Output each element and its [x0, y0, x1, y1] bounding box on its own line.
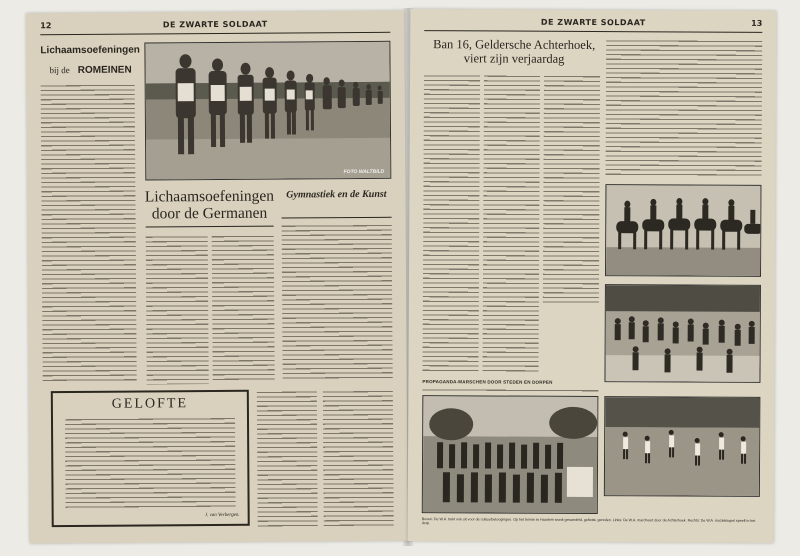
- gelofte-box: [51, 390, 250, 527]
- propaganda-heading: PROPAGANDA-MARSCHEN DOOR STEDEN EN DORPEN: [422, 379, 553, 385]
- gymnastics-march-photo: [144, 41, 391, 181]
- right-text-col1: [422, 73, 480, 373]
- side-subheading-prefix: bij de: [49, 65, 70, 76]
- right-page-header: [424, 17, 762, 33]
- germanen-text-col1: [146, 234, 209, 384]
- main-heading-block: [143, 188, 275, 223]
- right-text-col4: [606, 38, 763, 177]
- side-heading: Lichaamsoefeningen: [40, 44, 140, 57]
- field-exercise-photo: [604, 396, 761, 497]
- right-masthead: DE ZWARTE SOLDAAT: [540, 17, 646, 28]
- right-page: [408, 9, 777, 543]
- horse-riders-photo: [605, 184, 761, 277]
- left-page-number: 12: [40, 21, 52, 31]
- right-page-number: 13: [751, 18, 763, 28]
- main-heading: Lichaamsoefeningen door de Germanen: [144, 187, 275, 223]
- side-subheading: ROMEINEN: [77, 64, 132, 76]
- right-text-col3: [543, 74, 600, 304]
- gelofte-author: J. van Verbergen.: [204, 512, 240, 519]
- gelofte-title: GELOFTE: [111, 396, 189, 412]
- kunst-text-col1: [257, 389, 318, 527]
- gelofte-poem: [65, 416, 236, 511]
- sub-heading-block: [281, 189, 391, 201]
- side-heading-block: [40, 45, 140, 78]
- kunst-text-top: [282, 223, 393, 382]
- kunst-text-col2: [323, 389, 394, 527]
- germanen-text-col2: [212, 234, 275, 382]
- left-column-text: [41, 83, 137, 384]
- photo-caption: Boven: De W.A. trekt ook uit voor de cultuurbetoogingen. Op het terrein te Haarlem wordt gewandeld, gefietst, gereden. Links: De W.A. marcheert door de Achterhoek. Rechts: De W.A. muziekkapel speelt in het dorp.: [421, 517, 756, 526]
- photo-credit: FOTO WALTBILD: [343, 168, 385, 176]
- left-page-header: [40, 19, 390, 35]
- left-masthead: DE ZWARTE SOLDAAT: [162, 19, 268, 30]
- right-heading-block: [424, 37, 604, 66]
- band-procession-photo: [604, 284, 761, 383]
- right-main-heading: Ban 16, Geldersche Achterhoek, viert zijn verjaardag: [433, 37, 596, 66]
- sub-heading: Gymnastiek en de Kunst: [286, 188, 387, 201]
- wa-march-photo: [422, 395, 599, 514]
- left-page: [26, 11, 408, 544]
- right-text-col2: [482, 73, 540, 373]
